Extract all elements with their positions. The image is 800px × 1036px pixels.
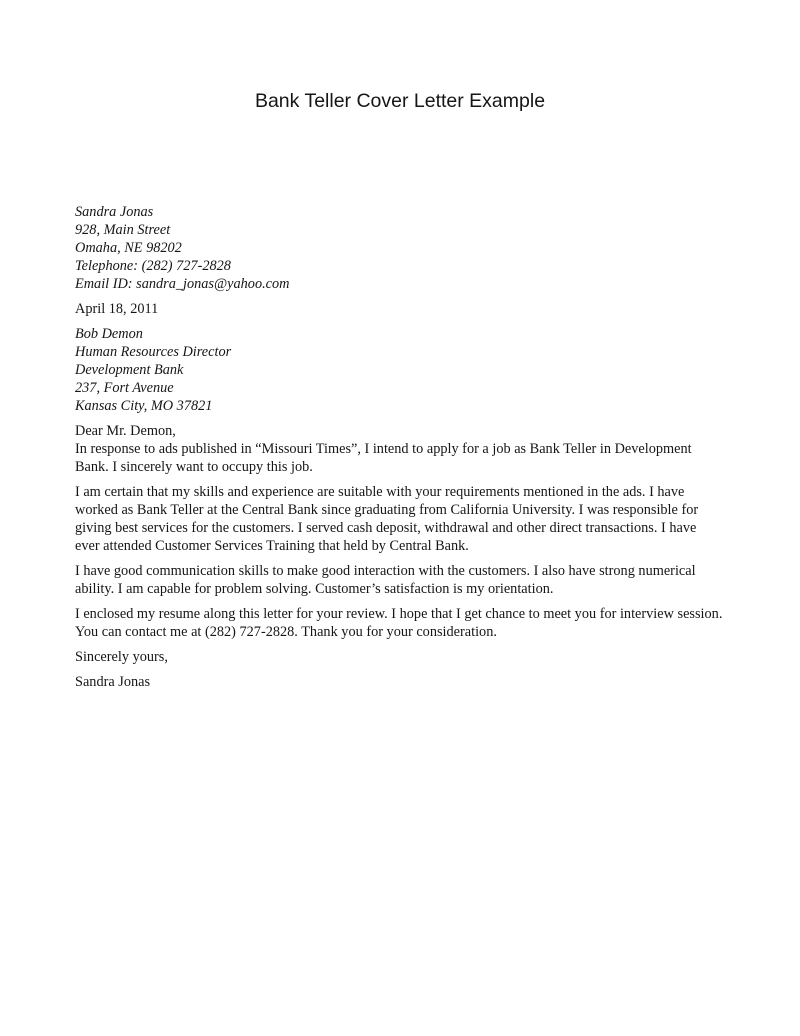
sender-address-block [75, 203, 723, 293]
paragraph-experience: I am certain that my skills and experience are suitable with your requirements mentioned in the ads. I have worked as Bank Teller at the Central Bank since graduating from California University. I was responsible for giving best services for the customers. I served cash deposit, withdrawal and other direct transactions. I have ever attended Customer Services Training that held by Central Bank. [75, 484, 699, 554]
sender-street: 928, Main Street [75, 222, 171, 238]
paragraph-enclosure: I enclosed my resume along this letter for your review. I hope that I get chance to meet you for interview session. You can contact me at (282) 727-2828. Thank you for your consideration. [75, 606, 723, 640]
recipient-name: Bob Demon [75, 326, 143, 342]
recipient-street: 237, Fort Avenue [75, 380, 174, 396]
sender-name: Sandra Jonas [75, 204, 154, 220]
sender-city: Omaha, NE 98202 [75, 240, 182, 256]
recipient-city: Kansas City, MO 37821 [75, 398, 213, 414]
salutation: Dear Mr. Demon, [75, 423, 176, 439]
recipient-company: Development Bank [75, 362, 184, 378]
sender-email: Email ID: sandra_jonas@yahoo.com [75, 276, 290, 292]
sender-telephone: Telephone: (282) 727-2828 [75, 258, 231, 274]
paragraph-skills: I have good communication skills to make good interaction with the customers. I also have strong numerical ability. I am capable for problem solving. Customer’s satisfaction is my orientation. [75, 563, 696, 597]
signature: Sandra Jonas [75, 674, 151, 690]
recipient-title: Human Resources Director [75, 344, 232, 360]
letter-body [75, 203, 723, 698]
letter-date: April 18, 2011 [75, 301, 159, 317]
recipient-address-block [75, 325, 723, 415]
paragraph-intro: In response to ads published in “Missouri Times”, I intend to apply for a job as Bank Teller in Development Bank. I sincerely want to occupy this job. [75, 441, 692, 475]
document-title: Bank Teller Cover Letter Example [254, 90, 546, 112]
closing: Sincerely yours, [75, 649, 168, 665]
